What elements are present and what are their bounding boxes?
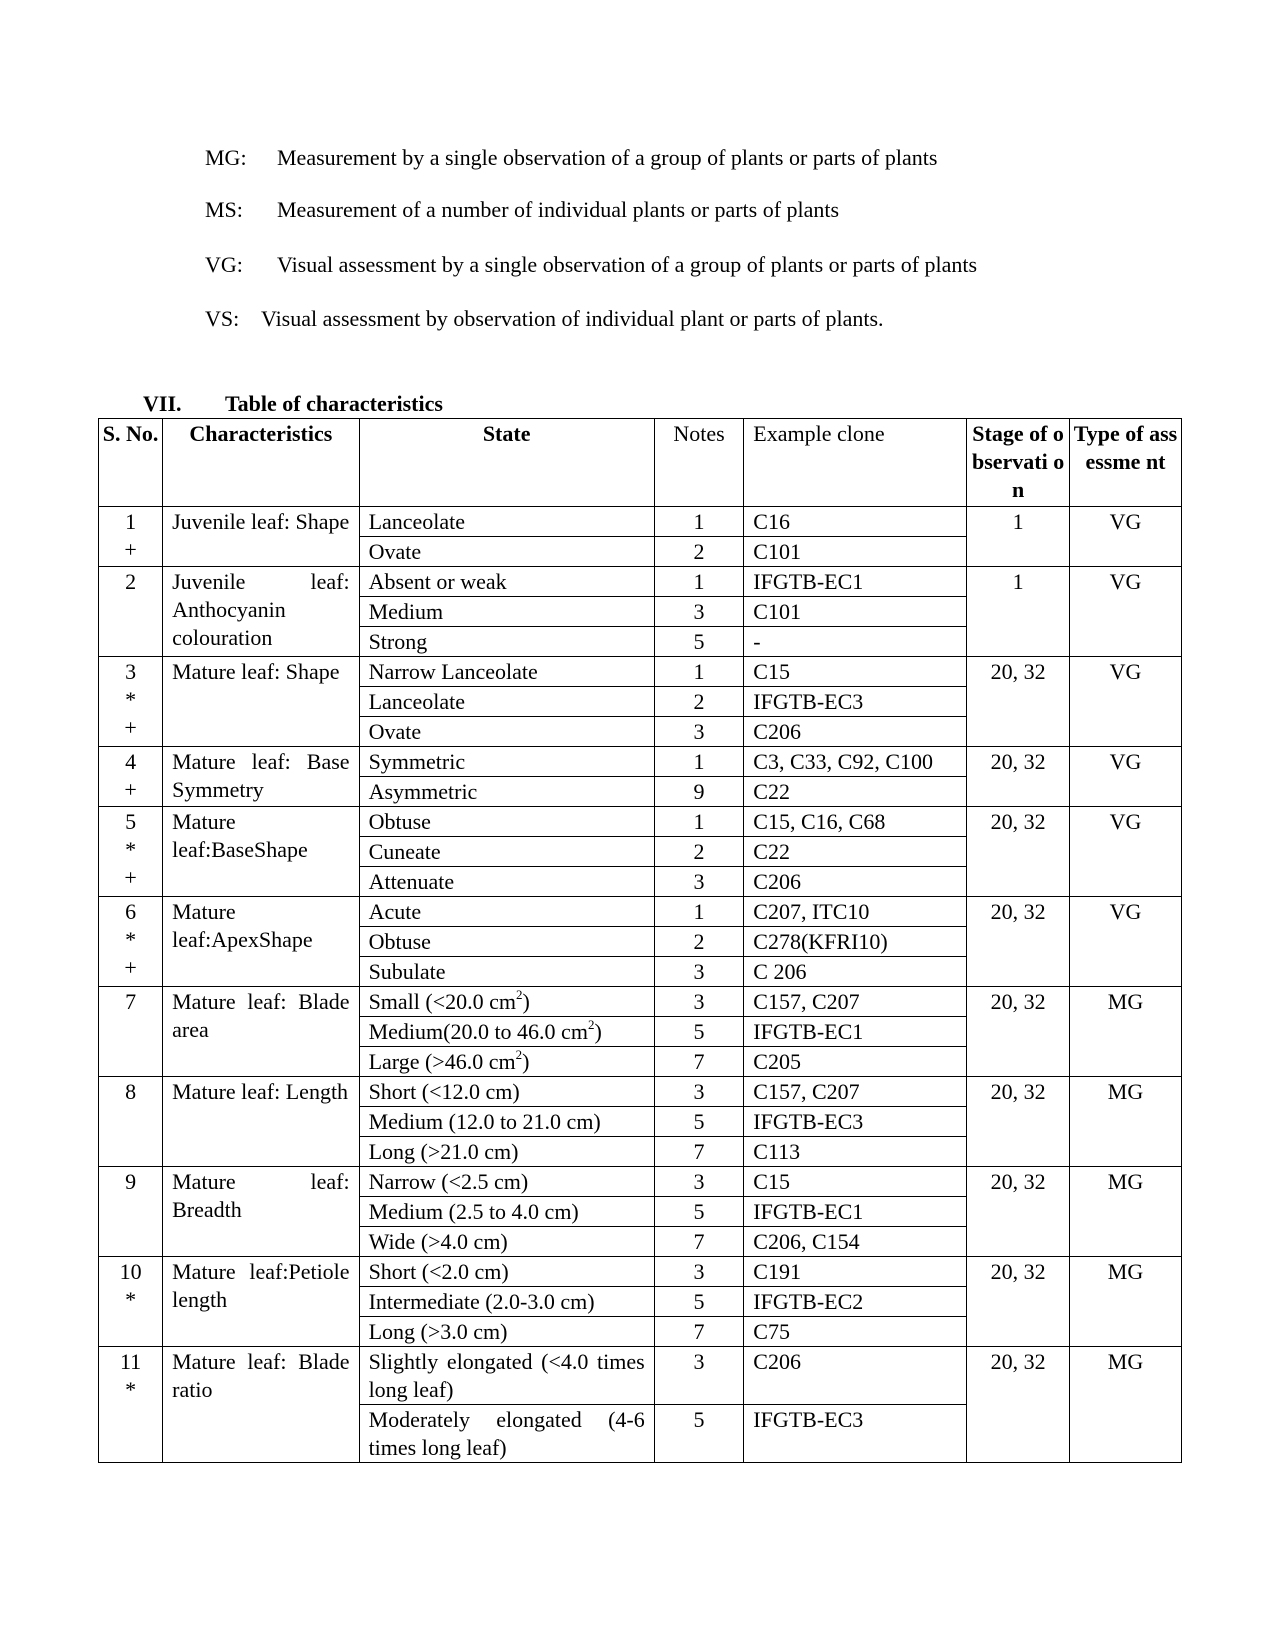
cell-example-clone: C3, C33, C92, C100 [744, 747, 967, 777]
sno-line: * [125, 687, 137, 712]
state-text: Medium(20.0 to 46.0 cm [368, 1019, 588, 1044]
sno-line: + [124, 955, 137, 980]
cell-note: 5 [654, 1107, 744, 1137]
abbreviation-vg [205, 252, 977, 278]
cell-sno [99, 1077, 163, 1167]
cell-example-clone: C15 [744, 657, 967, 687]
table-header-row [99, 419, 1182, 507]
cell-example-clone: C157, C207 [744, 987, 967, 1017]
sno-line: 5 [125, 809, 137, 834]
header-state: State [359, 419, 654, 507]
cell-state: Medium [359, 597, 654, 627]
header-notes: Notes [654, 419, 744, 507]
cell-example-clone: C75 [744, 1317, 967, 1347]
abbreviation-ms [205, 197, 839, 223]
cell-note: 3 [654, 597, 744, 627]
cell-state: Narrow Lanceolate [359, 657, 654, 687]
cell-state: Subulate [359, 957, 654, 987]
cell-characteristic: Mature leaf: Shape [163, 657, 359, 747]
cell-example-clone: C206 [744, 717, 967, 747]
sno-line: 9 [125, 1169, 137, 1194]
cell-note: 9 [654, 777, 744, 807]
cell-note: 5 [654, 1405, 744, 1463]
cell-example-clone: C15 [744, 1167, 967, 1197]
cell-note: 7 [654, 1317, 744, 1347]
cell-stage: 20, 32 [967, 1167, 1070, 1257]
cell-state: Short (<2.0 cm) [359, 1257, 654, 1287]
cell-note: 3 [654, 717, 744, 747]
cell-type: MG [1070, 1077, 1182, 1167]
cell-state: Medium (12.0 to 21.0 cm) [359, 1107, 654, 1137]
cell-example-clone: C101 [744, 597, 967, 627]
cell-state: Asymmetric [359, 777, 654, 807]
sno-line: + [124, 537, 137, 562]
cell-sno [99, 897, 163, 987]
abbr-text: Visual assessment by a single observation of a group of plants or parts of plants [277, 252, 978, 277]
cell-state: Lanceolate [359, 507, 654, 537]
cell-sno [99, 987, 163, 1077]
state-text-end: ) [594, 1019, 602, 1044]
cell-state: Long (>21.0 cm) [359, 1137, 654, 1167]
cell-type: VG [1070, 657, 1182, 747]
header-characteristics: Characteristics [163, 419, 359, 507]
cell-example-clone: C16 [744, 507, 967, 537]
cell-sno [99, 747, 163, 807]
cell-note: 7 [654, 1047, 744, 1077]
cell-type: MG [1070, 987, 1182, 1077]
table-row [99, 1077, 1182, 1107]
abbr-text: Visual assessment by observation of individual plant or parts of plants. [261, 306, 884, 331]
cell-stage: 20, 32 [967, 987, 1070, 1077]
section-number: VII. [143, 391, 182, 416]
abbr-code: VG: [205, 252, 243, 277]
cell-state: Attenuate [359, 867, 654, 897]
cell-note: 3 [654, 867, 744, 897]
state-superscript: 2 [587, 1016, 595, 1032]
cell-example-clone: C278(KFRI10) [744, 927, 967, 957]
state-text: Small (<20.0 cm [368, 989, 517, 1014]
cell-example-clone: IFGTB-EC3 [744, 1405, 967, 1463]
cell-example-clone: C206, C154 [744, 1227, 967, 1257]
cell-note: 2 [654, 687, 744, 717]
cell-note: 1 [654, 807, 744, 837]
cell-stage: 20, 32 [967, 747, 1070, 807]
cell-sno [99, 1167, 163, 1257]
sno-line: * [125, 1287, 137, 1312]
header-example-clone: Example clone [744, 419, 967, 507]
cell-state: Narrow (<2.5 cm) [359, 1167, 654, 1197]
cell-note: 3 [654, 1347, 744, 1405]
cell-characteristic: Mature leaf: Length [163, 1077, 359, 1167]
cell-state: Moderately elongated (4-6 times long leaf) [359, 1405, 654, 1463]
cell-characteristic: Juvenile leaf: Anthocyanin colouration [163, 567, 359, 657]
cell-type: VG [1070, 897, 1182, 987]
table-row [99, 807, 1182, 837]
cell-state: Lanceolate [359, 687, 654, 717]
cell-state: Wide (>4.0 cm) [359, 1227, 654, 1257]
cell-characteristic: Mature leaf: Blade ratio [163, 1347, 359, 1463]
cell-note: 1 [654, 897, 744, 927]
cell-state: Acute [359, 897, 654, 927]
table-row [99, 1167, 1182, 1197]
cell-sno [99, 657, 163, 747]
sno-line: 3 [125, 659, 137, 684]
table-row [99, 1257, 1182, 1287]
cell-note: 3 [654, 957, 744, 987]
cell-sno [99, 807, 163, 897]
sno-line: 10 [119, 1259, 142, 1284]
cell-note: 5 [654, 1017, 744, 1047]
cell-sno [99, 567, 163, 657]
header-sno: S. No. [99, 419, 163, 507]
cell-note: 3 [654, 1077, 744, 1107]
cell-characteristic: Mature leaf: Base Symmetry [163, 747, 359, 807]
cell-example-clone: C157, C207 [744, 1077, 967, 1107]
cell-example-clone: - [744, 627, 967, 657]
abbr-code: VS: [205, 306, 240, 331]
section-title-text: Table of characteristics [225, 391, 443, 416]
cell-example-clone: C15, C16, C68 [744, 807, 967, 837]
cell-example-clone: IFGTB-EC2 [744, 1287, 967, 1317]
cell-stage: 20, 32 [967, 1077, 1070, 1167]
cell-example-clone: C206 [744, 1347, 967, 1405]
cell-type: MG [1070, 1347, 1182, 1463]
cell-note: 3 [654, 987, 744, 1017]
cell-example-clone: C22 [744, 777, 967, 807]
cell-type: VG [1070, 567, 1182, 657]
cell-state [359, 987, 654, 1017]
cell-state: Ovate [359, 717, 654, 747]
cell-characteristic: Mature leaf:ApexShape [163, 897, 359, 987]
sno-line: 1 [125, 509, 137, 534]
cell-note: 7 [654, 1137, 744, 1167]
cell-state: Obtuse [359, 927, 654, 957]
cell-note: 5 [654, 1197, 744, 1227]
cell-stage: 20, 32 [967, 897, 1070, 987]
table-row [99, 507, 1182, 537]
state-text-end: ) [522, 989, 530, 1014]
cell-type: MG [1070, 1257, 1182, 1347]
cell-sno [99, 507, 163, 567]
cell-note: 7 [654, 1227, 744, 1257]
table-row [99, 897, 1182, 927]
cell-example-clone: IFGTB-EC3 [744, 687, 967, 717]
cell-state: Symmetric [359, 747, 654, 777]
cell-stage: 20, 32 [967, 1347, 1070, 1463]
state-superscript: 2 [515, 1046, 523, 1062]
cell-sno [99, 1347, 163, 1463]
sno-line: 7 [125, 989, 137, 1014]
cell-characteristic: Mature leaf: Breadth [163, 1167, 359, 1257]
cell-state: Intermediate (2.0-3.0 cm) [359, 1287, 654, 1317]
cell-note: 1 [654, 507, 744, 537]
sno-line: 4 [125, 749, 137, 774]
cell-example-clone: C101 [744, 537, 967, 567]
cell-state: Obtuse [359, 807, 654, 837]
cell-example-clone: C 206 [744, 957, 967, 987]
cell-sno [99, 1257, 163, 1347]
cell-note: 2 [654, 537, 744, 567]
cell-note: 1 [654, 657, 744, 687]
sno-line: + [124, 777, 137, 802]
table-row [99, 567, 1182, 597]
cell-note: 2 [654, 837, 744, 867]
cell-stage: 1 [967, 567, 1070, 657]
cell-example-clone: C113 [744, 1137, 967, 1167]
cell-example-clone: IFGTB-EC1 [744, 1017, 967, 1047]
abbreviation-vs [205, 306, 884, 332]
sno-line: + [124, 865, 137, 890]
cell-state: Cuneate [359, 837, 654, 867]
cell-note: 1 [654, 747, 744, 777]
abbr-code: MG: [205, 145, 247, 170]
cell-note: 3 [654, 1167, 744, 1197]
cell-example-clone: C191 [744, 1257, 967, 1287]
cell-example-clone: C22 [744, 837, 967, 867]
cell-state: Ovate [359, 537, 654, 567]
cell-characteristic: Mature leaf: Blade area [163, 987, 359, 1077]
cell-type: VG [1070, 507, 1182, 567]
cell-example-clone: C207, ITC10 [744, 897, 967, 927]
table-row [99, 1347, 1182, 1405]
table-row [99, 657, 1182, 687]
cell-state: Absent or weak [359, 567, 654, 597]
cell-note: 2 [654, 927, 744, 957]
table-row [99, 747, 1182, 777]
cell-characteristic: Mature leaf:Petiole length [163, 1257, 359, 1347]
abbreviation-mg [205, 145, 937, 171]
cell-example-clone: C206 [744, 867, 967, 897]
cell-state [359, 1017, 654, 1047]
cell-example-clone: IFGTB-EC3 [744, 1107, 967, 1137]
cell-state: Strong [359, 627, 654, 657]
sno-line: * [125, 927, 137, 952]
cell-state: Medium (2.5 to 4.0 cm) [359, 1197, 654, 1227]
cell-stage: 20, 32 [967, 1257, 1070, 1347]
state-text-end: ) [522, 1049, 530, 1074]
cell-stage: 20, 32 [967, 657, 1070, 747]
cell-note: 5 [654, 1287, 744, 1317]
cell-state [359, 1047, 654, 1077]
abbr-text: Measurement by a single observation of a group of plants or parts of plants [277, 145, 938, 170]
state-text: Large (>46.0 cm [368, 1049, 516, 1074]
table-row [99, 987, 1182, 1017]
cell-state: Short (<12.0 cm) [359, 1077, 654, 1107]
cell-type: VG [1070, 807, 1182, 897]
table-body [99, 507, 1182, 1463]
cell-type: MG [1070, 1167, 1182, 1257]
sno-line: 8 [125, 1079, 137, 1104]
cell-type: VG [1070, 747, 1182, 807]
cell-stage: 20, 32 [967, 807, 1070, 897]
cell-example-clone: IFGTB-EC1 [744, 567, 967, 597]
cell-stage: 1 [967, 507, 1070, 567]
cell-state: Long (>3.0 cm) [359, 1317, 654, 1347]
abbr-text: Measurement of a number of individual plants or parts of plants [277, 197, 840, 222]
sno-line: 11 [119, 1349, 142, 1374]
header-type: Type of assessme nt [1070, 419, 1182, 507]
cell-characteristic: Juvenile leaf: Shape [163, 507, 359, 567]
cell-note: 5 [654, 627, 744, 657]
state-superscript: 2 [516, 986, 523, 1002]
sno-line: * [125, 837, 137, 862]
cell-example-clone: C205 [744, 1047, 967, 1077]
cell-example-clone: IFGTB-EC1 [744, 1197, 967, 1227]
cell-state: Slightly elongated (<4.0 times long leaf) [359, 1347, 654, 1405]
cell-characteristic: Mature leaf:BaseShape [163, 807, 359, 897]
sno-line: * [125, 1377, 137, 1402]
section-title [143, 391, 443, 417]
cell-note: 3 [654, 1257, 744, 1287]
abbr-code: MS: [205, 197, 243, 222]
sno-line: 6 [125, 899, 137, 924]
cell-note: 1 [654, 567, 744, 597]
sno-line: 2 [125, 569, 137, 594]
header-stage: Stage of observati on [967, 419, 1070, 507]
sno-line: + [124, 715, 137, 740]
characteristics-table [98, 418, 1182, 1463]
